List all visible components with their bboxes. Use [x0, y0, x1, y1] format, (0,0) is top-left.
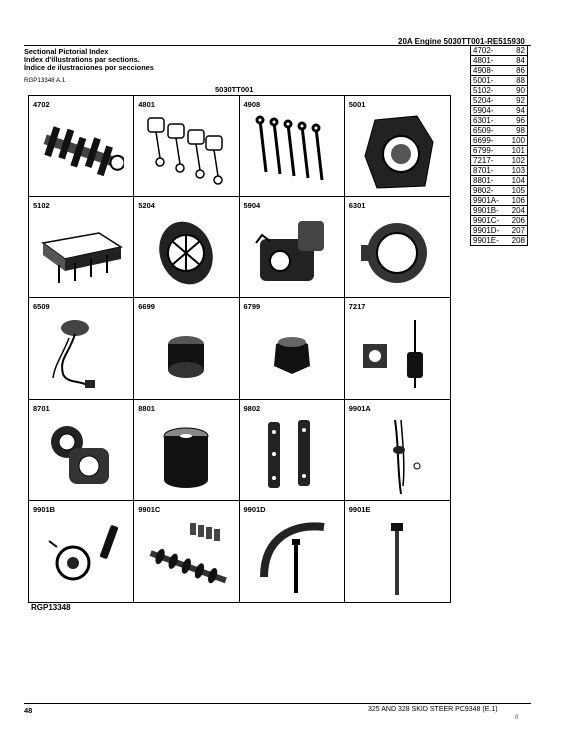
index-row[interactable]: 5904- 94 [473, 106, 525, 115]
cell-label: 9901C [138, 504, 161, 514]
cell-label: 4801 [138, 100, 155, 109]
index-row[interactable]: 7217- 102 [473, 156, 525, 165]
footer-text: 325 AND 328 SKID STEER PC9348 (E.1) [368, 706, 498, 713]
cell-label: 9901D [243, 504, 266, 514]
cell-label: 6509 [33, 302, 50, 312]
harness-icon [39, 314, 124, 394]
cell-label: 9802 [243, 403, 261, 413]
section-title-es: Índice de ilustraciones por secciones [24, 63, 154, 72]
cell-label: 9901B [33, 504, 56, 514]
index-cell[interactable] [134, 501, 239, 602]
bolt-icon [355, 517, 440, 597]
dipstick-icon [355, 416, 440, 496]
index-row[interactable]: 6509- 98 [473, 126, 525, 135]
index-cell[interactable] [240, 400, 345, 501]
page-header-title: 20A Engine 5030TT001-RE515930 [398, 37, 525, 46]
seal-housing-icon [355, 213, 440, 293]
cell-label: 4702 [33, 100, 50, 109]
header-rule [24, 45, 531, 46]
section-title-en: Sectional Pictorial Index [24, 47, 109, 56]
index-cell[interactable] [29, 96, 134, 197]
footer-code: 0 [515, 715, 519, 721]
section-ref-id: RGP13348 A.1 [24, 77, 66, 84]
pictorial-index-grid [28, 95, 451, 603]
index-table [470, 46, 528, 246]
oil-filter-icon [144, 416, 229, 496]
plug-icon [144, 314, 229, 394]
index-cell[interactable] [29, 298, 134, 399]
page-number: 48 [24, 706, 33, 715]
index-cell[interactable] [240, 298, 345, 399]
index-row[interactable]: 4801- 84 [473, 56, 525, 65]
cell-label: 5904 [243, 201, 261, 211]
index-cell[interactable] [345, 96, 450, 197]
cell-label: 9901A [348, 403, 371, 413]
index-row[interactable]: 5001- 88 [473, 76, 525, 85]
index-cell[interactable] [345, 298, 450, 399]
flywheel-housing-icon [355, 112, 440, 192]
index-row[interactable]: 5204- 92 [473, 96, 525, 105]
index-cell[interactable] [29, 400, 134, 501]
camshaft-icon [144, 517, 229, 597]
footer-rule [24, 703, 531, 704]
index-cell[interactable] [240, 197, 345, 298]
index-row[interactable]: 4702- 82 [473, 46, 525, 55]
index-cell[interactable] [240, 96, 345, 197]
sensor-icon [355, 314, 440, 394]
cover-plate-icon [144, 213, 229, 293]
index-row[interactable]: 8701- 103 [473, 166, 525, 175]
alternator-icon [39, 416, 124, 496]
index-cell[interactable] [134, 400, 239, 501]
index-cell[interactable] [134, 197, 239, 298]
index-row[interactable]: 9901E- 208 [473, 236, 525, 245]
index-cell[interactable] [345, 197, 450, 298]
fuel-pump-icon [250, 213, 335, 293]
index-row[interactable]: 9901C- 206 [473, 216, 525, 225]
index-row[interactable]: 6799- 101 [473, 146, 525, 155]
cell-label: 4908 [243, 100, 261, 109]
section-title-fr: Index d'illustrations par sections. [24, 55, 140, 64]
index-cell[interactable] [134, 298, 239, 399]
cylinder-head-icon [39, 213, 124, 293]
index-cell[interactable] [345, 400, 450, 501]
index-cell[interactable] [345, 501, 450, 602]
cell-label: 6301 [348, 201, 366, 211]
grid-title: 5030TT001 [215, 85, 254, 94]
index-row[interactable]: 5102- 90 [473, 86, 525, 95]
index-cell[interactable] [29, 197, 134, 298]
brackets-icon [250, 416, 335, 496]
cell-label: 7217 [348, 302, 366, 312]
index-cell[interactable] [29, 501, 134, 602]
index-row[interactable]: 9901B- 204 [473, 206, 525, 215]
index-row[interactable]: 9901A- 106 [473, 196, 525, 205]
index-cell[interactable] [134, 96, 239, 197]
thermostat-icon [39, 517, 124, 597]
connecting-rods-icon [250, 112, 335, 192]
belt-icon [250, 517, 335, 597]
index-row[interactable]: 8801- 104 [473, 176, 525, 185]
cell-label: 6699 [138, 302, 155, 312]
index-row[interactable]: 6301- 96 [473, 116, 525, 125]
cell-label: 5001 [348, 100, 366, 109]
cell-label: 9901E [348, 504, 371, 514]
cell-label: 6799 [243, 302, 261, 312]
crankshaft-icon [39, 112, 124, 192]
index-cell[interactable] [240, 501, 345, 602]
cap-icon [250, 314, 335, 394]
pistons-icon [144, 112, 229, 192]
cell-label: 5204 [138, 201, 155, 211]
index-row[interactable]: 9802- 105 [473, 186, 525, 195]
index-row[interactable]: 9901D- 207 [473, 226, 525, 235]
cell-label: 8701 [33, 403, 50, 413]
cell-label: 8801 [138, 403, 155, 413]
cell-label: 5102 [33, 201, 50, 211]
figure-id: RGP13348 [31, 603, 71, 612]
index-row[interactable]: 4908- 86 [473, 66, 525, 75]
index-row[interactable]: 6699- 100 [473, 136, 525, 145]
